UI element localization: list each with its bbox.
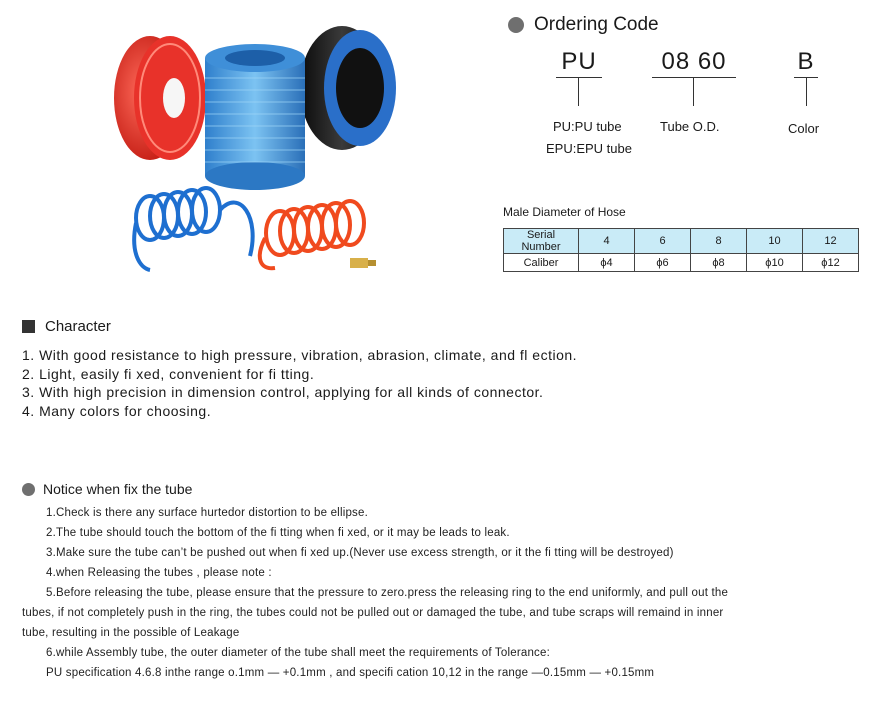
table-cell: ϕ10 <box>747 254 803 272</box>
table-cell: 6 <box>635 229 691 254</box>
code-leader-od <box>693 78 694 106</box>
blue-tube-reel <box>205 44 305 190</box>
code-segment-od: 08 60 <box>661 48 727 75</box>
notice-line: 2.The tube should touch the bottom of the fi tting when fi xed, or it may be leads to leak. <box>46 527 510 539</box>
table-row-header: Serial Number <box>504 229 579 254</box>
table-row <box>504 229 859 254</box>
notice-line: 6.while Assembly tube, the outer diameter of the tube shall meet the requirements of Tolerance: <box>46 647 550 659</box>
code-underline-material <box>556 77 602 78</box>
diameter-table <box>503 228 859 272</box>
table-cell: ϕ6 <box>635 254 691 272</box>
ordering-code-title: Ordering Code <box>534 14 659 35</box>
bullet-dot-icon <box>508 17 524 33</box>
notice-heading <box>22 481 192 497</box>
notice-line: 3.Make sure the tube can’t be pushed out when fi xed up.(Never use excess strength, or it the fi tting will be destroyed) <box>46 547 674 559</box>
notice-line: 5.Before releasing the tube, please ensure that the pressure to zero.press the releasing ring to the end uniformly, and pull out the <box>46 587 729 599</box>
bullet-dot-icon <box>22 483 35 496</box>
table-cell: 8 <box>691 229 747 254</box>
notice-title: Notice when fix the tube <box>43 481 193 497</box>
notice-line: PU specification 4.6.8 inthe range o.1mm — +0.1mm , and specifi cation 10,12 in the range —0.15mm — +0.15mm <box>46 667 655 679</box>
ordering-code-heading <box>508 14 659 36</box>
color-label: Color <box>788 121 820 136</box>
od-label: Tube O.D. <box>660 119 720 134</box>
character-heading <box>22 318 111 335</box>
code-segment-material: PU <box>561 48 597 75</box>
table-cell: ϕ12 <box>803 254 859 272</box>
table-row-header: Caliber <box>504 254 579 272</box>
brass-fitting <box>350 258 376 268</box>
material-label-epu: EPU:EPU tube <box>546 141 632 156</box>
black-tube-reel <box>300 26 396 150</box>
table-cell: 10 <box>747 229 803 254</box>
table-row <box>504 254 859 272</box>
code-underline-od <box>652 77 736 78</box>
square-bullet-icon <box>22 320 35 333</box>
diameter-table-title: Male Diameter of Hose <box>503 205 626 219</box>
notice-line: tube, resulting in the possible of Leakage <box>22 627 240 639</box>
table-cell: 12 <box>803 229 859 254</box>
notice-line: tubes, if not completely push in the ring, the tubes could not be pulled out or damaged the tube, and tube scraps will remaind in inner <box>22 607 724 619</box>
material-label-pu: PU:PU tube <box>553 119 622 134</box>
notice-line: 1.Check is there any surface hurtedor distortion to be ellipse. <box>46 507 368 519</box>
notice-line: 4.when Releasing the tubes , please note : <box>46 567 272 579</box>
table-cell: 4 <box>579 229 635 254</box>
table-cell: ϕ8 <box>691 254 747 272</box>
code-leader-color <box>806 78 807 106</box>
red-tube-reel <box>114 36 206 160</box>
code-leader-material <box>578 78 579 106</box>
character-title: Character <box>45 318 111 335</box>
table-cell: ϕ4 <box>579 254 635 272</box>
list-item: 2. Light, easily fi xed, convenient for fi tting. <box>22 365 315 382</box>
list-item: 1. With good resistance to high pressure, vibration, abrasion, climate, and fl ection. <box>22 347 578 363</box>
red-coil-hose <box>260 201 364 268</box>
list-item: 3. With high precision in dimension control, applying for all kinds of connector. <box>22 384 544 400</box>
product-illustration <box>80 18 420 280</box>
list-item: 4. Many colors for choosing. <box>22 402 212 419</box>
code-segment-color: B <box>797 48 815 75</box>
character-list <box>22 346 577 420</box>
blue-coil-hose <box>134 188 252 270</box>
